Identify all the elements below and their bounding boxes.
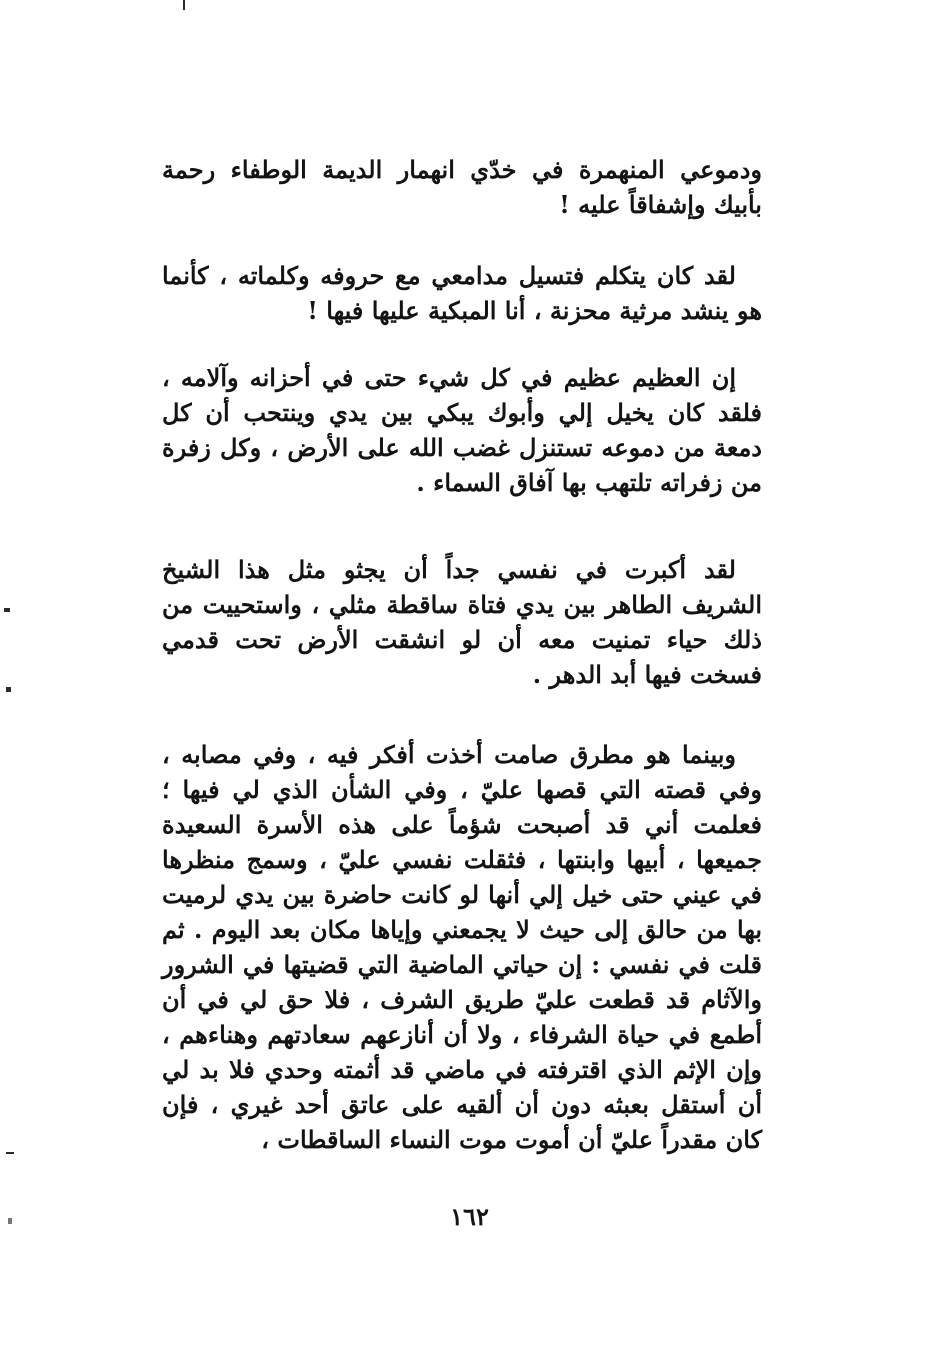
paragraph: [162, 737, 762, 1157]
paragraph-text: إن العظيم عظيم في كل شيء حتى في أحزانه وآلامه ، فلقد كان يخيل إلي وأبوك يبكي بين يدي وينتحب أن كل دمعة من دموعه تستنزل غضب الله على الأرض ، وكل زفرة من زفراته تلتهب بها آفاق السماء .: [162, 363, 762, 497]
paragraph: [162, 258, 762, 328]
scan-mark-left: [4, 608, 10, 612]
paragraph-text: وبينما هو مطرق صامت أخذت أفكر فيه ، وفي مصابه ، وفي قصته التي قصها عليّ ، وفي الشأن الذي لي فيها ؛ فعلمت أني قد أصبحت شؤماً على هذه الأسرة السعيدة جميعها ، أبيها وابنتها ، فثقلت نفسي عليّ ، وسمج منظرها في عيني حتى خيل إلي أنها لو كانت حاضرة بين يدي لرميت بها من حالق إلى حيث لا يجمعني وإياها مكان بعد اليوم . ثم قلت في نفسي : إن حياتي الماضية التي قضيتها في الشرور والآثام قد قطعت عليّ طريق الشرف ، فلا حق لي في أن أطمع في حياة الشرفاء ، ولا أن أنازعهم سعادتهم وهناءهم ، وإن الإثم الذي اقترفته في ماضي قد أثمته وحدي فلا بد لي أن أستقل بعبثه دون أن ألقيه على عاتق أحد غيري ، فإن كان مقدراً عليّ أن أموت موت النساء الساقطات ،: [162, 740, 762, 1154]
scan-mark-left: [6, 687, 11, 692]
paragraph-text: لقد أكبرت في نفسي جداً أن يجثو مثل هذا الشيخ الشريف الطاهر بين يدي فتاة ساقطة مثلي ، واستحييت من ذلك حياء تمنيت معه أن لو انشقت الأرض تحت قدمي فسخت فيها أبد الدهر .: [162, 555, 762, 689]
paragraph: [162, 360, 762, 500]
scan-mark-left: [6, 1152, 14, 1154]
paragraph: [162, 552, 762, 692]
paragraph-text: لقد كان يتكلم فتسيل مدامعي مع حروفه وكلماته ، كأنما هو ينشد مرثية محزنة ، أنا المبكية عليها فيها !: [162, 261, 762, 325]
page-number: ١٦٢: [450, 1202, 489, 1231]
scan-mark-top: [183, 0, 185, 10]
paragraph-text: ودموعي المنهمرة في خدّي انهمار الديمة الوطفاء رحمة بأبيك وإشفاقاً عليه !: [162, 155, 762, 219]
paragraph-continuation: [162, 152, 762, 222]
